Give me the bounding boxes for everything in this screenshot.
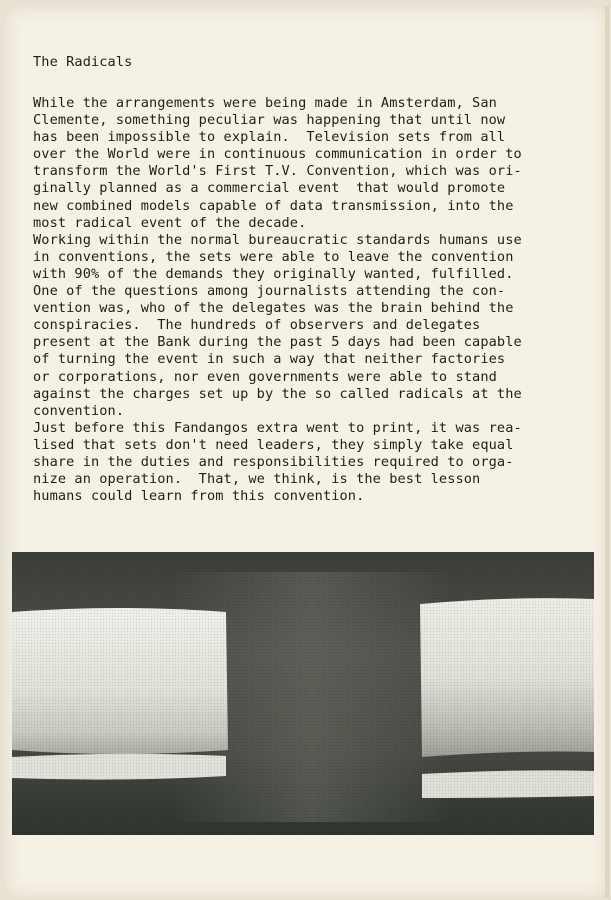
text-line: against the charges set up by the so called radicals at the: [33, 385, 522, 402]
text-line: conspiracies. The hundreds of observers and delegates: [33, 317, 481, 334]
paragraph-1: [33, 95, 593, 232]
page-edge: [605, 6, 608, 898]
text-line: convention.: [33, 402, 125, 419]
text-line: or corporations, nor even governments were able to stand: [33, 368, 497, 385]
text-line: most radical event of the decade.: [33, 214, 307, 231]
text-line: One of the questions among journalists attending the con-: [33, 283, 506, 300]
text-line: new combined models capable of data transmission, into the: [33, 197, 514, 214]
text-line: of turning the event in such a way that neither factories: [33, 351, 506, 368]
text-line: transform the World's First T.V. Convention, which was ori-: [33, 163, 522, 180]
text-line: While the arrangements were being made in Amsterdam, San: [33, 95, 497, 111]
text-line: lised that sets don't need leaders, they simply take equal: [33, 436, 514, 453]
television-sets-photo: [12, 552, 594, 835]
text-line: over the World were in continuous communication in order to: [33, 146, 522, 163]
text-line: in conventions, the sets were able to leave the convention: [33, 248, 514, 265]
text-line: present at the Bank during the past 5 days had been capable: [33, 334, 522, 351]
text-line: vention was, who of the delegates was the brain behind the: [33, 300, 514, 317]
text-line: nize an operation. That, we think, is the best lesson: [33, 471, 481, 488]
text-line: has been impossible to explain. Television sets from all: [33, 129, 506, 146]
article-heading: The Radicals: [33, 54, 133, 70]
text-line: humans could learn from this convention.: [33, 488, 365, 505]
text-line: Clemente, something peculiar was happening that until now: [33, 112, 506, 129]
text-line: with 90% of the demands they originally wanted, fulfilled.: [33, 265, 514, 282]
document-page: [4, 6, 609, 898]
halftone-texture: [12, 552, 594, 835]
photo-illustration: [12, 552, 594, 835]
text-line: ginally planned as a commercial event that would promote: [33, 180, 506, 197]
text-line: Working within the normal bureaucratic standards humans use: [33, 231, 522, 248]
article-body: [33, 95, 593, 505]
text-line: share in the duties and responsibilities required to orga-: [33, 453, 514, 470]
paragraph-3: [33, 420, 593, 505]
text-line: Just before this Fandangos extra went to print, it was rea-: [33, 419, 522, 436]
paragraph-2: [33, 232, 593, 420]
